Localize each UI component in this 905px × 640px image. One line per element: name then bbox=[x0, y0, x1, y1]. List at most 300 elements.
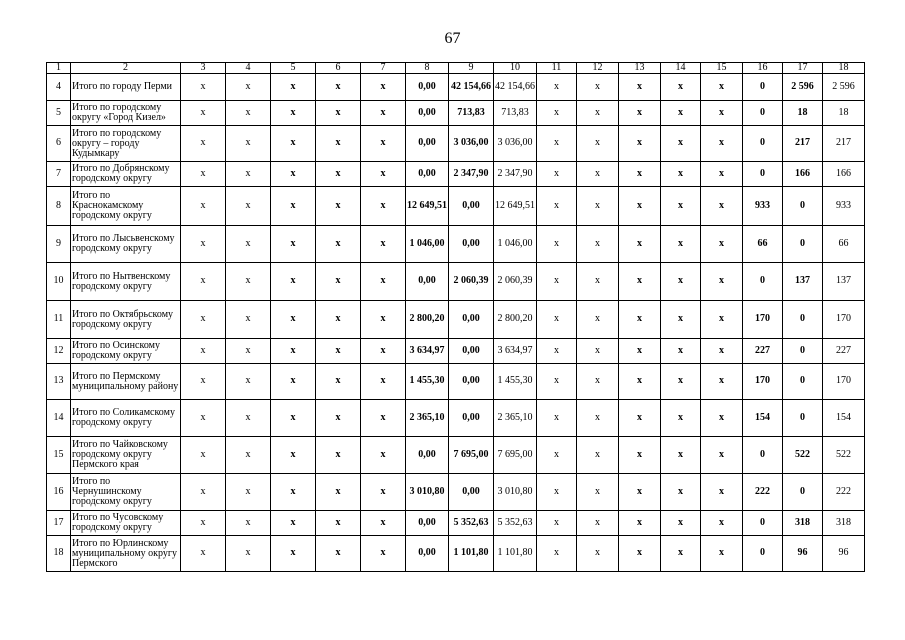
table-cell: 222 bbox=[743, 474, 783, 511]
table-cell: х bbox=[316, 400, 361, 437]
table-cell: 2 347,90 bbox=[494, 162, 537, 187]
table-cell: 522 bbox=[783, 437, 823, 474]
table-cell: х bbox=[537, 301, 577, 339]
table-cell: х bbox=[226, 301, 271, 339]
column-header: 12 bbox=[577, 63, 619, 74]
table-cell: х bbox=[619, 511, 661, 536]
row-number: 9 bbox=[47, 226, 71, 263]
table-cell: 3 010,80 bbox=[406, 474, 449, 511]
table-cell: х bbox=[226, 101, 271, 126]
table-cell: 96 bbox=[823, 536, 865, 572]
row-label: Итого по Чусовскому городскому округу bbox=[71, 511, 181, 536]
row-number: 8 bbox=[47, 187, 71, 226]
table-row bbox=[47, 263, 865, 301]
header-row bbox=[47, 63, 865, 74]
table-cell: х bbox=[661, 339, 701, 364]
table-row bbox=[47, 74, 865, 101]
table-cell: 96 bbox=[783, 536, 823, 572]
table-cell: 222 bbox=[823, 474, 865, 511]
table-cell: 0 bbox=[783, 187, 823, 226]
table-cell: 7 695,00 bbox=[494, 437, 537, 474]
table-cell: х bbox=[577, 101, 619, 126]
column-header: 14 bbox=[661, 63, 701, 74]
table-cell: 0,00 bbox=[406, 263, 449, 301]
row-number: 18 bbox=[47, 536, 71, 572]
table-cell: х bbox=[619, 226, 661, 263]
table-cell: х bbox=[619, 400, 661, 437]
table-cell: х bbox=[361, 474, 406, 511]
table-row bbox=[47, 301, 865, 339]
column-header: 9 bbox=[449, 63, 494, 74]
table-cell: х bbox=[316, 263, 361, 301]
table-cell: 3 010,80 bbox=[494, 474, 537, 511]
table-cell: 2 365,10 bbox=[406, 400, 449, 437]
table-cell: 166 bbox=[823, 162, 865, 187]
table-row bbox=[47, 226, 865, 263]
table-cell: х bbox=[226, 437, 271, 474]
table-cell: х bbox=[361, 536, 406, 572]
table-cell: х bbox=[701, 536, 743, 572]
table-cell: х bbox=[271, 226, 316, 263]
table-cell: х bbox=[619, 301, 661, 339]
table-cell: х bbox=[361, 364, 406, 400]
table-cell: х bbox=[181, 536, 226, 572]
table-cell: х bbox=[226, 339, 271, 364]
table-cell: х bbox=[271, 364, 316, 400]
column-header: 15 bbox=[701, 63, 743, 74]
table-cell: х bbox=[661, 126, 701, 162]
table-cell: х bbox=[619, 263, 661, 301]
column-header: 8 bbox=[406, 63, 449, 74]
table-cell: 0,00 bbox=[449, 301, 494, 339]
table-cell: х bbox=[226, 400, 271, 437]
data-table bbox=[46, 62, 865, 572]
table-cell: х bbox=[537, 126, 577, 162]
row-number: 13 bbox=[47, 364, 71, 400]
row-label: Итого по городскому округу «Город Кизел» bbox=[71, 101, 181, 126]
table-cell: х bbox=[361, 101, 406, 126]
table-cell: 3 036,00 bbox=[494, 126, 537, 162]
table-cell: х bbox=[181, 437, 226, 474]
table-cell: 1 046,00 bbox=[494, 226, 537, 263]
table-cell: х bbox=[537, 74, 577, 101]
table-cell: 318 bbox=[823, 511, 865, 536]
table-cell: 137 bbox=[783, 263, 823, 301]
table-cell: х bbox=[537, 536, 577, 572]
table-cell: х bbox=[271, 400, 316, 437]
table-cell: 154 bbox=[743, 400, 783, 437]
table-cell: х bbox=[577, 126, 619, 162]
table-cell: х bbox=[577, 536, 619, 572]
row-label: Итого по городскому округу – городу Кудымкару bbox=[71, 126, 181, 162]
table-row bbox=[47, 126, 865, 162]
table-cell: 0 bbox=[743, 162, 783, 187]
row-label: Итого по Осинскому городскому округу bbox=[71, 339, 181, 364]
table-cell: х bbox=[226, 511, 271, 536]
table-cell: х bbox=[701, 263, 743, 301]
table-cell: х bbox=[619, 536, 661, 572]
row-label: Итого по Лысьвенскому городскому округу bbox=[71, 226, 181, 263]
table-cell: х bbox=[577, 364, 619, 400]
column-header: 18 bbox=[823, 63, 865, 74]
table-cell: х bbox=[577, 263, 619, 301]
table-cell: 3 634,97 bbox=[406, 339, 449, 364]
table-cell: х bbox=[619, 162, 661, 187]
row-number: 4 bbox=[47, 74, 71, 101]
table-cell: х bbox=[701, 364, 743, 400]
table-cell: 0 bbox=[743, 263, 783, 301]
table-cell: х bbox=[661, 101, 701, 126]
table-row bbox=[47, 474, 865, 511]
table-cell: 2 060,39 bbox=[494, 263, 537, 301]
table-cell: 5 352,63 bbox=[449, 511, 494, 536]
table-cell: х bbox=[316, 474, 361, 511]
row-label: Итого по Краснокамскому городскому округу bbox=[71, 187, 181, 226]
table-cell: х bbox=[181, 474, 226, 511]
table-cell: х bbox=[701, 511, 743, 536]
table-cell: х bbox=[316, 536, 361, 572]
table-cell: х bbox=[661, 400, 701, 437]
table-row bbox=[47, 187, 865, 226]
table-cell: х bbox=[316, 187, 361, 226]
table-cell: 0,00 bbox=[406, 437, 449, 474]
column-header: 1 bbox=[47, 63, 71, 74]
table-cell: х bbox=[271, 511, 316, 536]
table-row bbox=[47, 536, 865, 572]
table-cell: х bbox=[361, 162, 406, 187]
table-row bbox=[47, 511, 865, 536]
row-number: 12 bbox=[47, 339, 71, 364]
table-cell: х bbox=[577, 511, 619, 536]
row-label: Итого по городу Перми bbox=[71, 74, 181, 101]
table-cell: х bbox=[701, 126, 743, 162]
table-cell: 42 154,66 bbox=[449, 74, 494, 101]
table-cell: 7 695,00 bbox=[449, 437, 494, 474]
table-cell: х bbox=[577, 400, 619, 437]
table-cell: 0 bbox=[743, 536, 783, 572]
table-cell: 1 455,30 bbox=[406, 364, 449, 400]
table-cell: х bbox=[537, 263, 577, 301]
table-cell: х bbox=[316, 162, 361, 187]
table-cell: х bbox=[271, 74, 316, 101]
table-cell: 0,00 bbox=[406, 536, 449, 572]
table-cell: 2 365,10 bbox=[494, 400, 537, 437]
table-cell: х bbox=[661, 301, 701, 339]
table-cell: х bbox=[661, 474, 701, 511]
table-cell: х bbox=[181, 74, 226, 101]
table-cell: 12 649,51 bbox=[406, 187, 449, 226]
table-cell: х bbox=[181, 511, 226, 536]
table-cell: 166 bbox=[783, 162, 823, 187]
table-cell: х bbox=[537, 400, 577, 437]
table-cell: х bbox=[361, 126, 406, 162]
table-cell: х bbox=[226, 126, 271, 162]
table-cell: х bbox=[226, 364, 271, 400]
table-cell: х bbox=[661, 74, 701, 101]
table-cell: 0 bbox=[783, 226, 823, 263]
table-cell: 0 bbox=[743, 437, 783, 474]
table-cell: х bbox=[619, 474, 661, 511]
table-cell: х bbox=[361, 339, 406, 364]
table-cell: х bbox=[316, 364, 361, 400]
column-header: 3 bbox=[181, 63, 226, 74]
row-number: 16 bbox=[47, 474, 71, 511]
table-cell: х bbox=[271, 339, 316, 364]
table-cell: х bbox=[537, 187, 577, 226]
row-label: Итого по Чайковскому городскому округу Пермского края bbox=[71, 437, 181, 474]
table-cell: 170 bbox=[823, 301, 865, 339]
table-cell: х bbox=[181, 226, 226, 263]
column-header: 17 bbox=[783, 63, 823, 74]
table-cell: х bbox=[316, 339, 361, 364]
table-cell: х bbox=[661, 263, 701, 301]
table-cell: х bbox=[226, 187, 271, 226]
table-cell: 1 046,00 bbox=[406, 226, 449, 263]
table-cell: 0,00 bbox=[449, 400, 494, 437]
table-cell: х bbox=[577, 437, 619, 474]
table-cell: 933 bbox=[823, 187, 865, 226]
table-cell: х bbox=[661, 162, 701, 187]
table-cell: х bbox=[577, 339, 619, 364]
table-cell: 170 bbox=[743, 364, 783, 400]
table-cell: 2 800,20 bbox=[494, 301, 537, 339]
table-cell: х bbox=[701, 101, 743, 126]
row-number: 7 bbox=[47, 162, 71, 187]
column-header: 7 bbox=[361, 63, 406, 74]
table-cell: 170 bbox=[823, 364, 865, 400]
table-cell: 1 101,80 bbox=[494, 536, 537, 572]
table-cell: 0,00 bbox=[406, 74, 449, 101]
table-cell: 0,00 bbox=[449, 187, 494, 226]
page-number: 67 bbox=[444, 30, 461, 47]
table-cell: 3 036,00 bbox=[449, 126, 494, 162]
column-header: 10 bbox=[494, 63, 537, 74]
table-cell: 0 bbox=[783, 364, 823, 400]
table-cell: 0 bbox=[783, 474, 823, 511]
table-cell: 0 bbox=[783, 301, 823, 339]
table-cell: х bbox=[619, 437, 661, 474]
table-cell: 0,00 bbox=[449, 339, 494, 364]
table-cell: х bbox=[619, 364, 661, 400]
table-cell: х bbox=[577, 301, 619, 339]
table-cell: 154 bbox=[823, 400, 865, 437]
table-cell: х bbox=[577, 226, 619, 263]
table-cell: 217 bbox=[823, 126, 865, 162]
table-cell: х bbox=[661, 364, 701, 400]
table-cell: х bbox=[577, 187, 619, 226]
table-cell: х bbox=[316, 226, 361, 263]
table-cell: 0,00 bbox=[406, 162, 449, 187]
table-cell: х bbox=[701, 301, 743, 339]
table-row bbox=[47, 437, 865, 474]
table-cell: х bbox=[271, 536, 316, 572]
table-cell: х bbox=[361, 301, 406, 339]
table-cell: х bbox=[181, 162, 226, 187]
table-cell: х bbox=[271, 101, 316, 126]
table-cell: 1 101,80 bbox=[449, 536, 494, 572]
table-cell: 42 154,66 bbox=[494, 74, 537, 101]
row-label: Итого по Юрлинскому муниципальному округу Пермского bbox=[71, 536, 181, 572]
row-label: Итого по Соликамскому городскому округу bbox=[71, 400, 181, 437]
table-cell: х bbox=[361, 187, 406, 226]
table-cell: 0,00 bbox=[406, 511, 449, 536]
column-header: 13 bbox=[619, 63, 661, 74]
table-cell: х bbox=[361, 226, 406, 263]
table-cell: 5 352,63 bbox=[494, 511, 537, 536]
column-header: 4 bbox=[226, 63, 271, 74]
table-cell: 0 bbox=[783, 400, 823, 437]
table-cell: х bbox=[661, 226, 701, 263]
table-cell: х bbox=[701, 226, 743, 263]
table-cell: х bbox=[181, 101, 226, 126]
table-cell: х bbox=[619, 339, 661, 364]
table-cell: х bbox=[577, 162, 619, 187]
table-cell: 713,83 bbox=[494, 101, 537, 126]
table-cell: х bbox=[361, 437, 406, 474]
column-header: 2 bbox=[71, 63, 181, 74]
table-cell: 0,00 bbox=[406, 126, 449, 162]
table-cell: 18 bbox=[783, 101, 823, 126]
table-cell: х bbox=[619, 126, 661, 162]
table-cell: х bbox=[661, 437, 701, 474]
row-label: Итого по Добрянскому городскому округу bbox=[71, 162, 181, 187]
table-row bbox=[47, 364, 865, 400]
table-cell: 3 634,97 bbox=[494, 339, 537, 364]
table-cell: 0 bbox=[743, 74, 783, 101]
table-cell: 318 bbox=[783, 511, 823, 536]
column-header: 6 bbox=[316, 63, 361, 74]
table-cell: х bbox=[537, 101, 577, 126]
table-cell: 66 bbox=[743, 226, 783, 263]
table-cell: х bbox=[661, 536, 701, 572]
table-cell: х bbox=[226, 226, 271, 263]
table-cell: х bbox=[316, 437, 361, 474]
table-cell: 12 649,51 bbox=[494, 187, 537, 226]
table-cell: х bbox=[316, 101, 361, 126]
row-label: Итого по Пермскому муниципальному району bbox=[71, 364, 181, 400]
table-cell: х bbox=[537, 474, 577, 511]
table-cell: х bbox=[181, 400, 226, 437]
table-cell: х bbox=[701, 339, 743, 364]
table-cell: х bbox=[701, 187, 743, 226]
table-cell: х bbox=[619, 74, 661, 101]
table-cell: х bbox=[271, 437, 316, 474]
table-row bbox=[47, 101, 865, 126]
table-cell: х bbox=[271, 474, 316, 511]
table-cell: х bbox=[181, 339, 226, 364]
table-row bbox=[47, 339, 865, 364]
table-cell: 0 bbox=[743, 126, 783, 162]
table-cell: 713,83 bbox=[449, 101, 494, 126]
table-cell: 0,00 bbox=[449, 226, 494, 263]
table-cell: 0,00 bbox=[449, 364, 494, 400]
table-cell: 933 bbox=[743, 187, 783, 226]
table-cell: х bbox=[226, 536, 271, 572]
column-header: 11 bbox=[537, 63, 577, 74]
row-number: 11 bbox=[47, 301, 71, 339]
table-cell: 18 bbox=[823, 101, 865, 126]
table-cell: х bbox=[271, 263, 316, 301]
table-cell: х bbox=[271, 162, 316, 187]
table-cell: х bbox=[701, 400, 743, 437]
table-cell: х bbox=[661, 187, 701, 226]
row-number: 10 bbox=[47, 263, 71, 301]
table-cell: х bbox=[619, 101, 661, 126]
row-number: 5 bbox=[47, 101, 71, 126]
table-cell: х bbox=[361, 400, 406, 437]
table-cell: х bbox=[316, 126, 361, 162]
row-number: 15 bbox=[47, 437, 71, 474]
table-cell: х bbox=[537, 437, 577, 474]
table-cell: х bbox=[537, 162, 577, 187]
table-cell: х bbox=[181, 263, 226, 301]
table-cell: х bbox=[226, 74, 271, 101]
table-cell: х bbox=[537, 339, 577, 364]
table-cell: х bbox=[181, 187, 226, 226]
table-cell: 227 bbox=[823, 339, 865, 364]
table-cell: х bbox=[316, 301, 361, 339]
table-cell: х bbox=[271, 126, 316, 162]
table-cell: 227 bbox=[743, 339, 783, 364]
table-cell: х bbox=[619, 187, 661, 226]
table-cell: 170 bbox=[743, 301, 783, 339]
table-cell: 1 455,30 bbox=[494, 364, 537, 400]
table-cell: х bbox=[181, 364, 226, 400]
table-cell: х bbox=[661, 511, 701, 536]
table-cell: х bbox=[226, 263, 271, 301]
table-cell: 0,00 bbox=[406, 101, 449, 126]
table-cell: х bbox=[226, 474, 271, 511]
table-cell: х bbox=[271, 301, 316, 339]
table-cell: х bbox=[181, 126, 226, 162]
table-cell: 137 bbox=[823, 263, 865, 301]
table-cell: х bbox=[361, 263, 406, 301]
table-cell: 0,00 bbox=[449, 474, 494, 511]
table-row bbox=[47, 400, 865, 437]
table-cell: х bbox=[577, 474, 619, 511]
table-cell: х bbox=[226, 162, 271, 187]
table-cell: 217 bbox=[783, 126, 823, 162]
table-cell: х bbox=[361, 74, 406, 101]
table-cell: х bbox=[271, 187, 316, 226]
table-cell: 0 bbox=[783, 339, 823, 364]
table-cell: х bbox=[701, 437, 743, 474]
table-cell: 2 800,20 bbox=[406, 301, 449, 339]
column-header: 5 bbox=[271, 63, 316, 74]
table-cell: х bbox=[577, 74, 619, 101]
table-cell: х bbox=[361, 511, 406, 536]
table-cell: х bbox=[701, 474, 743, 511]
row-number: 17 bbox=[47, 511, 71, 536]
row-number: 14 bbox=[47, 400, 71, 437]
table-cell: х bbox=[181, 301, 226, 339]
table-cell: х bbox=[701, 162, 743, 187]
row-label: Итого по Чернушинскому городскому округу bbox=[71, 474, 181, 511]
table-cell: х bbox=[316, 74, 361, 101]
table-cell: 522 bbox=[823, 437, 865, 474]
table-cell: 2 596 bbox=[783, 74, 823, 101]
table-row bbox=[47, 162, 865, 187]
table-cell: х bbox=[537, 226, 577, 263]
table-cell: 2 060,39 bbox=[449, 263, 494, 301]
table-cell: х bbox=[701, 74, 743, 101]
row-label: Итого по Октябрьскому городскому округу bbox=[71, 301, 181, 339]
table-cell: 2 347,90 bbox=[449, 162, 494, 187]
row-number: 6 bbox=[47, 126, 71, 162]
column-header: 16 bbox=[743, 63, 783, 74]
table-cell: х bbox=[316, 511, 361, 536]
table-cell: 0 bbox=[743, 101, 783, 126]
